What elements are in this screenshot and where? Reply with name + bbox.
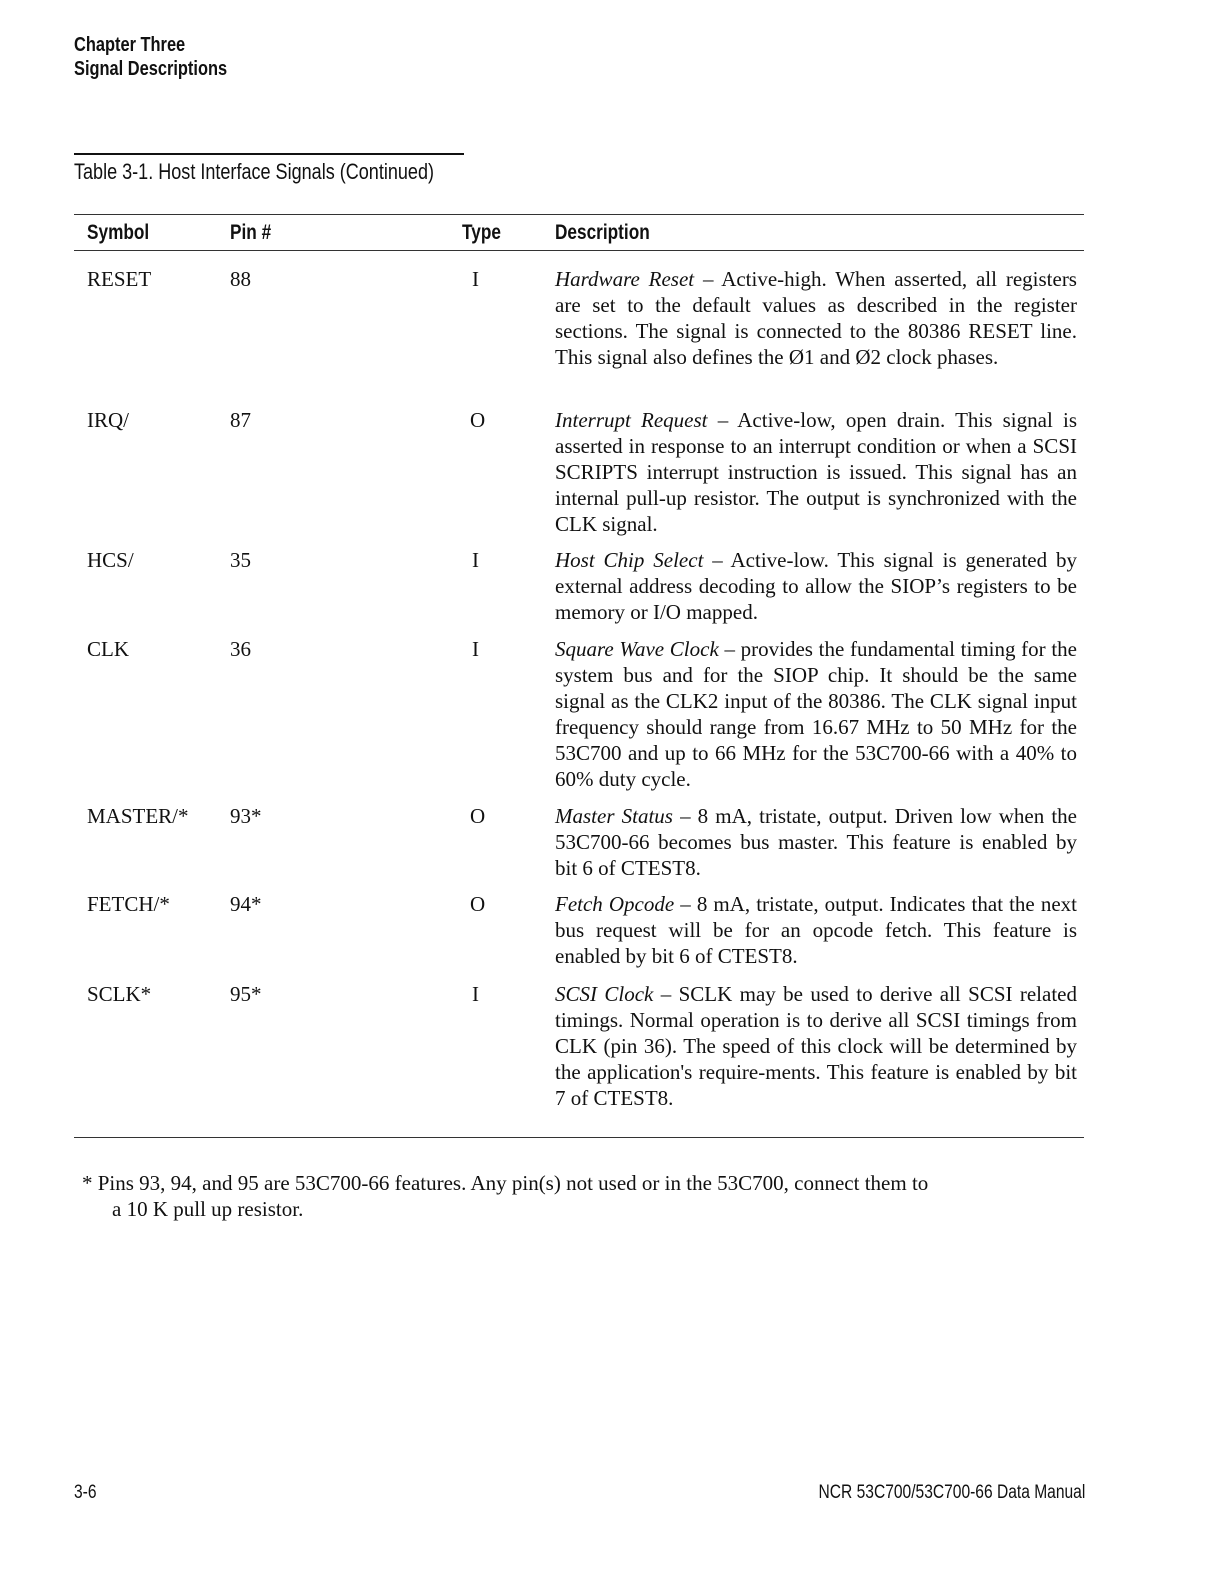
desc-term: Hardware Reset xyxy=(555,267,695,291)
chapter-heading xyxy=(74,33,261,81)
row-description xyxy=(555,547,1077,625)
row-description xyxy=(555,407,1077,537)
row-symbol: SCLK* xyxy=(87,982,152,1006)
col-header-symbol: Symbol xyxy=(87,221,150,244)
row-pin: 88 xyxy=(230,267,251,291)
desc-term: Master Status xyxy=(555,804,673,828)
row-symbol: RESET xyxy=(87,267,152,291)
desc-text: – SCLK may be used to derive all SCSI related timings. Normal operation is to derive all SCSI timings from CLK (pin 36). The speed of this clock will be determined by the application's require-ments. This feature is enabled by bit 7 of CTEST8. xyxy=(555,982,1077,1110)
row-symbol: CLK xyxy=(87,637,129,661)
row-pin: 95* xyxy=(230,982,262,1006)
table-title: Table 3-1. Host Interface Signals (Continued) xyxy=(74,159,434,184)
row-symbol: FETCH/* xyxy=(87,892,170,916)
row-pin: 93* xyxy=(230,804,262,828)
desc-text: – provides the fundamental timing for the system bus and for the SIOP chip. It should be the same signal as the CLK2 input of the 80386. The CLK signal input frequency should range from 16.67 MHz to 50 MHz for the 53C700 and up to 66 MHz for the 53C700-66 with a 40% to 60% duty cycle. xyxy=(555,637,1077,791)
row-description xyxy=(555,803,1077,881)
desc-term: SCSI Clock xyxy=(555,982,654,1006)
col-header-pin: Pin # xyxy=(230,221,272,244)
desc-term: Host Chip Select xyxy=(555,548,704,572)
row-description xyxy=(555,636,1077,792)
footnote-line-1: * Pins 93, 94, and 95 are 53C700-66 features. Any pin(s) not used or in the 53C700, connect them to xyxy=(82,1171,929,1195)
row-type: I xyxy=(472,637,479,661)
table-header-rule xyxy=(74,250,1084,251)
desc-term: Fetch Opcode xyxy=(555,892,675,916)
desc-term: Interrupt Request xyxy=(555,408,708,432)
row-symbol: HCS/ xyxy=(87,548,134,572)
row-type: O xyxy=(470,804,486,828)
table-title-rule xyxy=(74,153,464,155)
table-bottom-rule xyxy=(74,1137,1084,1138)
row-type: O xyxy=(470,892,486,916)
section-title: Signal Descriptions xyxy=(74,58,228,80)
footnote-line-2: a 10 K pull up resistor. xyxy=(112,1197,304,1221)
row-description xyxy=(555,981,1077,1111)
chapter-title: Chapter Three xyxy=(74,34,186,56)
manual-title: NCR 53C700/53C700-66 Data Manual xyxy=(818,1482,1085,1503)
row-pin: 36 xyxy=(230,637,251,661)
row-description xyxy=(555,266,1077,370)
row-pin: 35 xyxy=(230,548,251,572)
row-pin: 87 xyxy=(230,408,251,432)
desc-term: Square Wave Clock xyxy=(555,637,719,661)
desc-text: – 8 mA, tristate, output. Driven low when the 53C700-66 becomes bus master. This feature is enabled by bit 6 of CTEST8. xyxy=(555,804,1077,880)
desc-text: – 8 mA, tristate, output. Indicates that the next bus request will be for an opcode fetch. This feature is enabled by bit 6 of CTEST8. xyxy=(555,892,1077,968)
col-header-description: Description xyxy=(555,221,650,244)
row-symbol: IRQ/ xyxy=(87,408,129,432)
row-type: I xyxy=(472,982,479,1006)
row-description xyxy=(555,891,1077,969)
row-type: I xyxy=(472,267,479,291)
page-number: 3-6 xyxy=(74,1482,97,1503)
desc-text: – Active-low. This signal is generated by external address decoding to allow the SIOP’s registers to be memory or I/O mapped. xyxy=(555,548,1077,624)
row-type: O xyxy=(470,408,486,432)
row-pin: 94* xyxy=(230,892,262,916)
footnote xyxy=(82,1170,1082,1222)
desc-text: – Active-high. When asserted, all registers are set to the default values as described in the register sections. The signal is connected to the 80386 RESET line. This signal also defines the Ø1 and Ø2 clock phases. xyxy=(555,267,1077,369)
desc-text: – Active-low, open drain. This signal is asserted in response to an interrupt condition or when a SCSI SCRIPTS interrupt instruction is issued. This signal has an internal pull-up resistor. The output is synchronized with the CLK signal. xyxy=(555,408,1077,536)
col-header-type: Type xyxy=(462,221,501,244)
row-symbol: MASTER/* xyxy=(87,804,189,828)
table-top-rule xyxy=(74,214,1084,215)
row-type: I xyxy=(472,548,479,572)
